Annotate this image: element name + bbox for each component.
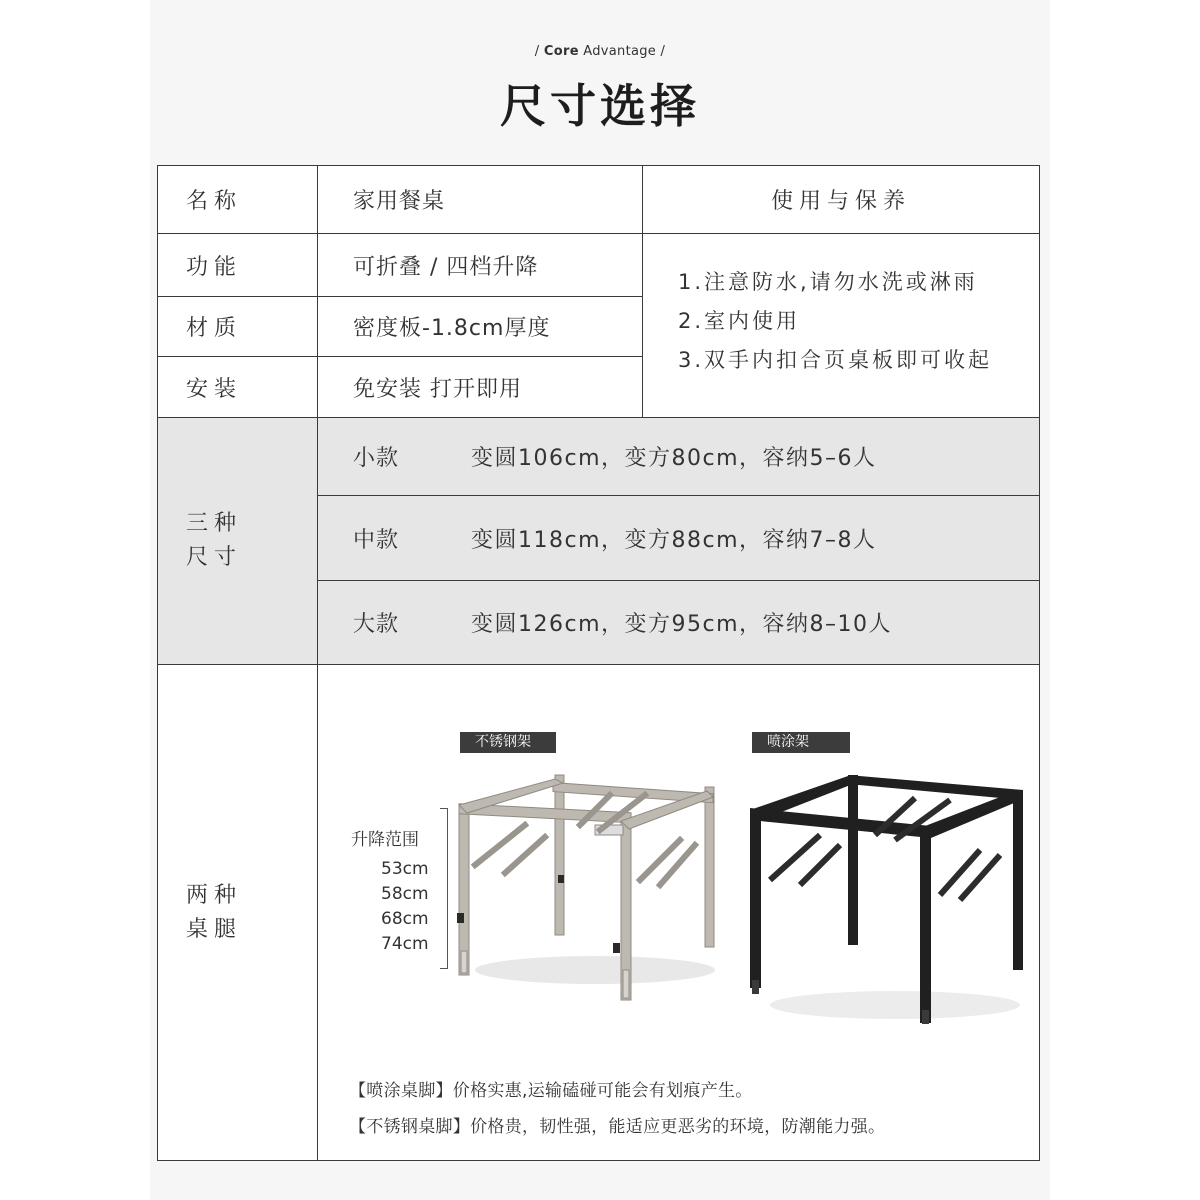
care-list xyxy=(678,263,992,380)
page-title: 尺寸选择 xyxy=(500,79,700,133)
height-value: 53cm xyxy=(381,859,429,879)
material-value: 密度板-1.8cm厚度 xyxy=(353,316,551,341)
size-row-large xyxy=(318,581,1039,664)
care-item: 1.注意防水,请勿水洗或淋雨 xyxy=(678,270,978,294)
care-item: 2.室内使用 xyxy=(678,309,801,333)
height-range-title: 升降范围 xyxy=(351,830,419,850)
care-item: 3.双手内扣合页桌板即可收起 xyxy=(678,348,993,372)
size-name: 小款 xyxy=(353,446,400,471)
install-value: 免安装 打开即用 xyxy=(353,376,522,402)
function-value: 可折叠 / 四档升降 xyxy=(353,254,539,280)
height-range-values xyxy=(381,857,429,957)
painted-frame-tag: 喷涂架 xyxy=(752,732,850,753)
height-value: 68cm xyxy=(381,909,429,929)
name-value: 家用餐桌 xyxy=(353,189,446,214)
painted-leg-note: 【喷涂桌脚】价格实惠,运输磕碰可能会有划痕产生。 xyxy=(349,1081,753,1101)
height-value: 58cm xyxy=(381,884,429,904)
steel-frame-image xyxy=(445,765,735,1005)
care-header: 使用与保养 xyxy=(770,189,911,214)
steel-frame-tag: 不锈钢架 xyxy=(460,732,556,753)
height-value: 74cm xyxy=(381,934,429,954)
size-desc: 变圆126cm，变方95cm，容纳8–10人 xyxy=(471,612,893,637)
size-desc: 变圆106cm，变方80cm，容纳5–6人 xyxy=(471,446,877,471)
size-name: 大款 xyxy=(353,612,400,637)
legs-label-line1: 两种 xyxy=(186,882,243,908)
painted-frame-image xyxy=(745,770,1035,1030)
size-name: 中款 xyxy=(353,527,400,553)
sizes-label-line1: 三种 xyxy=(186,511,243,536)
size-row-medium xyxy=(318,496,1039,580)
name-label: 名称 xyxy=(186,189,243,214)
size-row-small xyxy=(318,418,1039,495)
subtitle-slash-right: / xyxy=(660,44,666,59)
subtitle-slash-left: / xyxy=(534,44,540,59)
steel-leg-note: 【不锈钢桌脚】价格贵，韧性强，能适应更恶劣的环境，防潮能力强。 xyxy=(349,1117,886,1137)
function-label: 功能 xyxy=(186,254,243,280)
material-label: 材质 xyxy=(186,316,243,341)
sizes-label xyxy=(158,418,317,664)
sizes-label-line2: 尺寸 xyxy=(186,545,243,570)
legs-label xyxy=(158,665,317,1160)
section-subtitle xyxy=(0,44,1200,59)
legs-label-line2: 桌腿 xyxy=(186,916,243,942)
size-desc: 变圆118cm，变方88cm，容纳7–8人 xyxy=(471,527,877,553)
subtitle-bold-word: Core xyxy=(543,44,579,59)
install-label: 安装 xyxy=(186,376,243,402)
subtitle-word: Advantage xyxy=(583,44,657,59)
